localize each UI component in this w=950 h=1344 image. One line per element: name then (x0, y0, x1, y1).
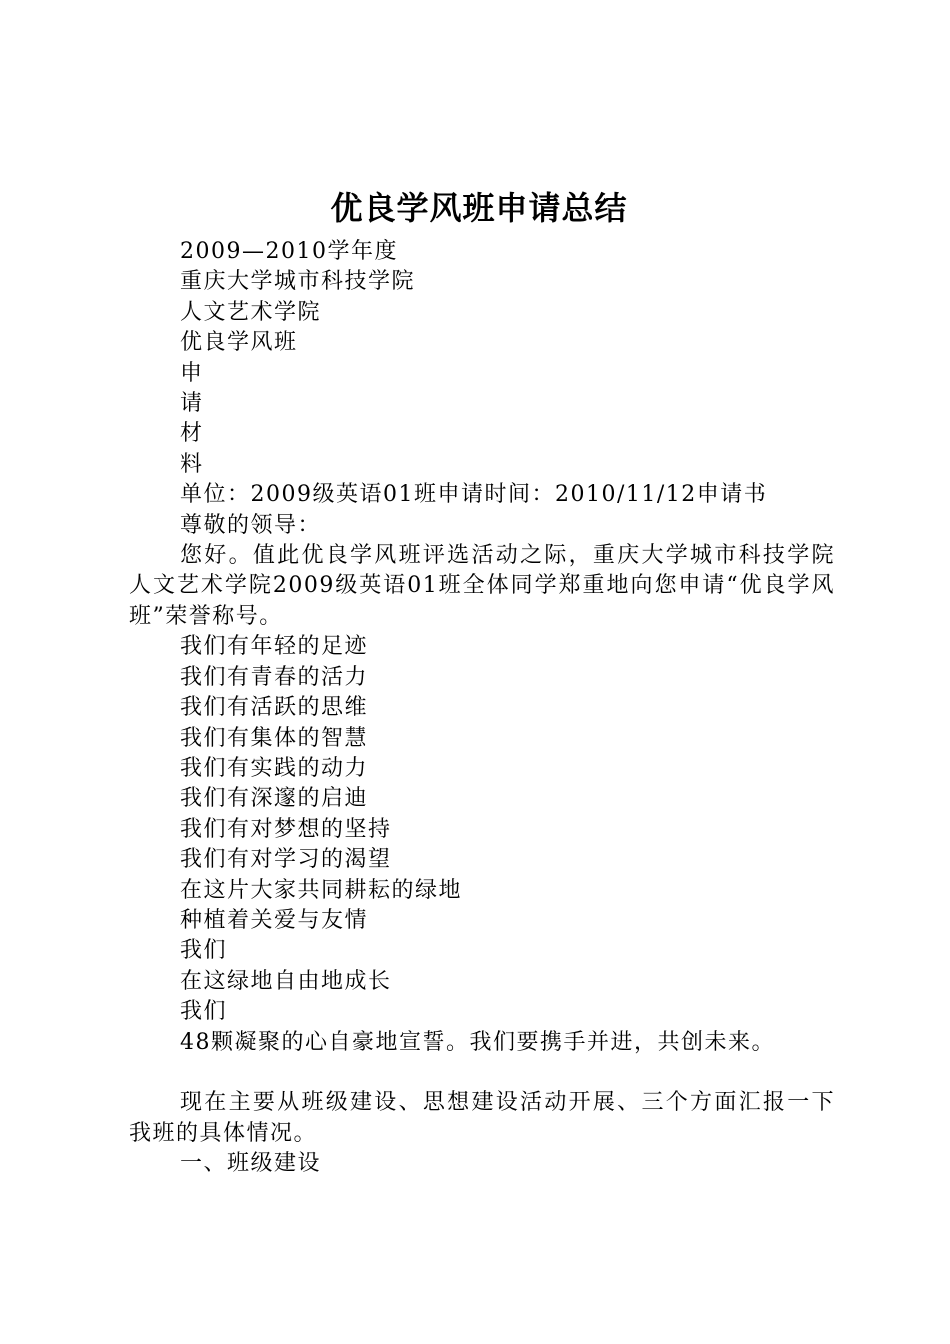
poem-line: 我们有对学习的渴望 (180, 847, 392, 873)
poem-line: 我们有年轻的足迹 (180, 634, 369, 660)
unit-line: 单位：2009级英语01班申请时间：2010/11/12申请书 (180, 482, 768, 508)
poem-line: 在这片大家共同耕耘的绿地 (180, 877, 463, 903)
poem-line: 我们有集体的智慧 (180, 725, 369, 751)
poem-line: 我们 (180, 999, 228, 1025)
poem-line: 我们有活跃的思维 (180, 695, 369, 721)
document-title: 优良学风班申请总结 (330, 189, 628, 227)
poem-line: 我们有深邃的启迪 (180, 786, 369, 812)
header-line-char: 请 (180, 391, 204, 417)
header-line-award: 优良学风班 (180, 330, 298, 356)
intro-paragraph: 您好。值此优良学风班评选活动之际，重庆大学城市科技学院人文艺术学院2009级英语01班全体同学郑重地向您申请“优良学风班”荣誉称号。 (129, 543, 835, 629)
poem-line: 种植着关爱与友情 (180, 907, 369, 933)
header-line-char: 料 (180, 451, 204, 477)
poem-line: 在这绿地自由地成长 (180, 968, 392, 994)
poem-line: 我们有青春的活力 (180, 664, 369, 690)
poem-line: 我们有实践的动力 (180, 755, 369, 781)
poem-line: 我们有对梦想的坚持 (180, 816, 392, 842)
header-line-char: 材 (180, 421, 204, 447)
document-body (129, 237, 835, 1180)
header-line-school: 人文艺术学院 (180, 299, 322, 325)
poem-line: 48颗凝聚的心自豪地宣誓。我们要携手并进，共创未来。 (180, 1029, 775, 1055)
header-line-char: 申 (180, 360, 204, 386)
header-line-academic-year: 2009—2010学年度 (180, 239, 398, 264)
header-line-college: 重庆大学城市科技学院 (180, 269, 416, 295)
blank-line (129, 1058, 835, 1088)
poem-line: 我们 (180, 938, 228, 964)
salutation: 尊敬的领导： (180, 512, 322, 538)
section-heading: 一、班级建设 (180, 1151, 322, 1177)
report-paragraph: 现在主要从班级建设、思想建设活动开展、三个方面汇报一下我班的具体情况。 (129, 1090, 835, 1146)
